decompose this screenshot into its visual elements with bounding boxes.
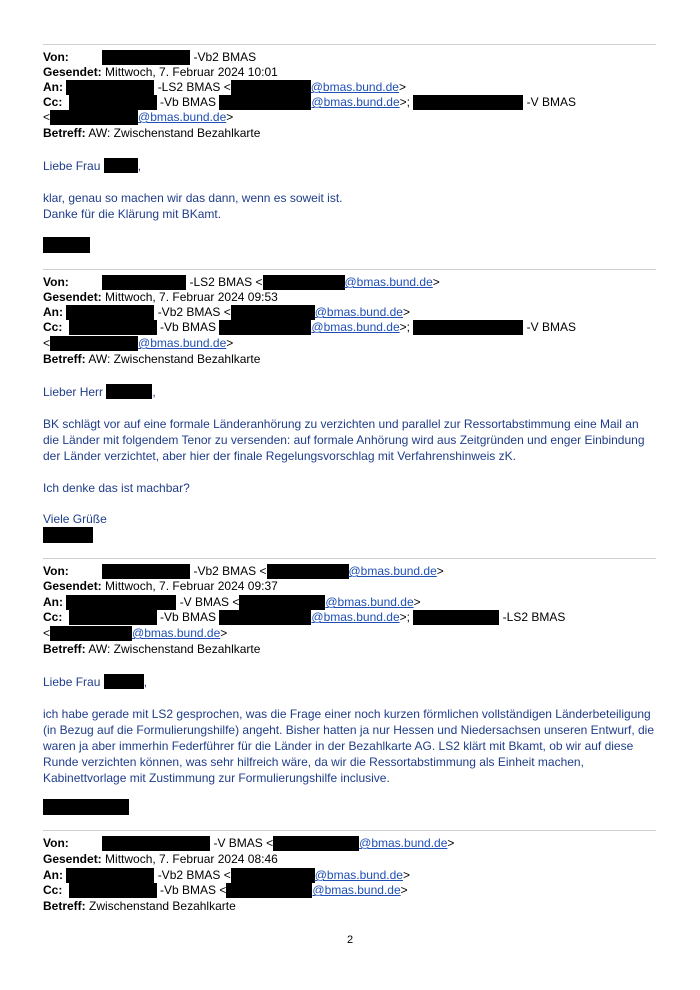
cc-continued-line: < @bmas.bund.de> — [43, 626, 228, 640]
sent-line — [43, 852, 278, 867]
redaction — [263, 275, 345, 290]
email-link[interactable]: @bmas.bund.de — [311, 320, 400, 334]
email-body — [43, 706, 656, 786]
separator — [43, 269, 656, 270]
body-paragraph: klar, genau so machen wir das dann, wenn es soweit ist. — [43, 191, 343, 205]
cc-line: Cc: -Vb BMAS @bmas.bund.de>; -V BMAS — [43, 320, 577, 334]
cc-continued-line: < @bmas.bund.de> — [43, 110, 234, 124]
sent-line — [43, 579, 278, 594]
redaction — [50, 110, 138, 125]
email-link[interactable]: @bmas.bund.de — [344, 275, 433, 289]
sent-label: Gesendet: — [43, 579, 102, 593]
redaction — [66, 305, 154, 320]
email-link[interactable]: @bmas.bund.de — [314, 868, 403, 882]
from-label: Von: — [43, 564, 69, 578]
sent-date: Mittwoch, 7. Februar 2024 09:37 — [105, 579, 278, 593]
sent-label: Gesendet: — [43, 852, 102, 866]
to-line: An: -Vb2 BMAS < @bmas.bund.de> — [43, 305, 410, 319]
greeting-text: Liebe Frau — [43, 675, 101, 689]
redaction — [66, 80, 154, 95]
greeting: Liebe Frau , — [43, 159, 142, 173]
to-line: An: -LS2 BMAS < @bmas.bund.de> — [43, 80, 406, 94]
redaction — [50, 626, 132, 641]
redaction — [102, 564, 190, 579]
greeting: Liebe Frau , — [43, 675, 148, 689]
sent-label: Gesendet: — [43, 290, 102, 304]
cc-label: Cc: — [43, 610, 63, 624]
cc-line: Cc: -Vb BMAS < @bmas.bund.de> — [43, 883, 408, 897]
cc-org: -V BMAS — [526, 95, 577, 109]
sent-date: Mittwoch, 7. Februar 2024 10:01 — [105, 65, 278, 79]
separator — [43, 44, 656, 45]
redaction — [413, 95, 523, 110]
redaction — [239, 595, 325, 610]
from-label: Von: — [43, 275, 69, 289]
to-org: -Vb2 BMAS < — [157, 305, 231, 319]
redaction — [413, 320, 523, 335]
subject-label: Betreff: — [43, 642, 86, 656]
redaction — [66, 868, 154, 883]
email-body — [43, 480, 656, 496]
page-number: 2 — [346, 934, 354, 946]
redaction — [104, 158, 138, 173]
redaction — [231, 305, 315, 320]
email-link[interactable]: @bmas.bund.de — [311, 95, 400, 109]
from-line: Von: -Vb2 BMAS < @bmas.bund.de> — [43, 564, 444, 578]
email-link[interactable]: @bmas.bund.de — [138, 110, 227, 124]
redaction — [104, 674, 144, 689]
body-paragraph: ich habe gerade mit LS2 gesprochen, was die Frage einer noch kurzen förmlichen vollständigen Länderbeteiligung (in Bezug auf die Formulierungshilfe) angeht. Bisher hatten ja nur Hessen und Niedersachsen unseren Entwurf, die waren ja aber immerhin Federführer für die Länder in der Bezahlkarte AG. LS2 klärt mit Bkamt, ob wir auf diese Runde verzichten können, was sehr hilfreich wäre, da wir die Ressortabstimmung als Einheit machen, Kabinettvorlage mit Zustimmung zur Formulierungshilfe inclusive. — [43, 707, 655, 785]
cc-label: Cc: — [43, 95, 63, 109]
from-label: Von: — [43, 836, 69, 850]
sent-label: Gesendet: — [43, 65, 102, 79]
cc-label: Cc: — [43, 320, 63, 334]
subject-line — [43, 899, 236, 914]
redaction — [231, 80, 311, 95]
redaction — [69, 610, 157, 625]
from-org: -LS2 BMAS < — [189, 275, 263, 289]
redaction — [102, 836, 210, 851]
to-label: An: — [43, 868, 63, 882]
subject-text: AW: Zwischenstand Bezahlkarte — [88, 126, 261, 140]
closing — [43, 511, 656, 527]
email-link[interactable]: @bmas.bund.de — [138, 336, 227, 350]
subject-text: Zwischenstand Bezahlkarte — [89, 899, 236, 913]
signature-redaction — [43, 237, 90, 253]
to-line: An: -V BMAS < @bmas.bund.de> — [43, 595, 421, 609]
redaction — [50, 336, 138, 351]
email-body — [43, 190, 656, 222]
to-org: -V BMAS < — [179, 595, 240, 609]
subject-text: AW: Zwischenstand Bezahlkarte — [88, 642, 261, 656]
body-paragraph: Danke für die Klärung mit BKamt. — [43, 207, 222, 221]
from-line: Von: -LS2 BMAS < @bmas.bund.de> — [43, 275, 440, 289]
cc-line: Cc: -Vb BMAS @bmas.bund.de>; -LS2 BMAS — [43, 610, 566, 624]
from-org: -V BMAS < — [213, 836, 274, 850]
from-line — [43, 50, 256, 65]
body-paragraph: Ich denke das ist machbar? — [43, 481, 190, 495]
email-link[interactable]: @bmas.bund.de — [314, 305, 403, 319]
to-label: An: — [43, 80, 63, 94]
email-link[interactable]: @bmas.bund.de — [132, 626, 221, 640]
email-link[interactable]: @bmas.bund.de — [325, 595, 414, 609]
sent-line — [43, 65, 278, 80]
email-link[interactable]: @bmas.bund.de — [312, 883, 401, 897]
separator — [43, 830, 656, 831]
signature-redaction — [43, 799, 129, 815]
to-org: -LS2 BMAS < — [157, 80, 231, 94]
from-line: Von: -V BMAS < @bmas.bund.de> — [43, 836, 455, 850]
redaction — [69, 883, 157, 898]
cc-continued-line: < @bmas.bund.de> — [43, 336, 234, 350]
cc-org: -Vb BMAS — [160, 320, 217, 334]
sent-date: Mittwoch, 7. Februar 2024 08:46 — [105, 852, 278, 866]
subject-line — [43, 126, 260, 141]
subject-line — [43, 352, 260, 367]
cc-label: Cc: — [43, 883, 63, 897]
signature-redaction — [43, 527, 93, 543]
to-org: -Vb2 BMAS < — [157, 868, 231, 882]
redaction — [219, 95, 311, 110]
from-org: -Vb2 BMAS < — [193, 564, 267, 578]
redaction — [226, 883, 312, 898]
subject-label: Betreff: — [43, 352, 86, 366]
email-link[interactable]: @bmas.bund.de — [310, 80, 399, 94]
redaction — [69, 320, 157, 335]
redaction — [219, 610, 311, 625]
subject-line — [43, 642, 260, 657]
redaction — [66, 595, 176, 610]
subject-text: AW: Zwischenstand Bezahlkarte — [88, 352, 261, 366]
redaction — [413, 610, 499, 625]
closing-text: Viele Grüße — [43, 512, 107, 526]
cc-org: -LS2 BMAS — [502, 610, 566, 624]
redaction — [102, 50, 190, 65]
to-label: An: — [43, 595, 63, 609]
from-org: -Vb2 BMAS — [193, 50, 257, 64]
redaction — [267, 564, 349, 579]
redaction — [102, 275, 186, 290]
email-link[interactable]: @bmas.bund.de — [359, 836, 448, 850]
from-label: Von: — [43, 50, 69, 64]
cc-org: -V BMAS — [526, 320, 577, 334]
redaction — [273, 836, 359, 851]
greeting-text: Liebe Frau — [43, 159, 101, 173]
subject-label: Betreff: — [43, 899, 86, 913]
greeting: Lieber Herr , — [43, 385, 156, 399]
body-paragraph: BK schlägt vor auf eine formale Länderanhörung zu verzichten und parallel zur Ressortabstimmung eine Mail an die Länder mit folgendem Tenor zu versenden: auf formale Anhörung wird aus Zeitgründen und enger Einbindung der Länder verzichtet, aber hier der finale Regelungsvorschlag mit Verfahrenshinweis zK. — [43, 417, 645, 463]
redaction — [219, 320, 311, 335]
greeting-text: Lieber Herr — [43, 385, 104, 399]
redaction — [231, 868, 315, 883]
email-link[interactable]: @bmas.bund.de — [348, 564, 437, 578]
to-line: An: -Vb2 BMAS < @bmas.bund.de> — [43, 868, 410, 882]
redaction — [69, 95, 157, 110]
email-link[interactable]: @bmas.bund.de — [311, 610, 400, 624]
to-label: An: — [43, 305, 63, 319]
cc-org: -Vb BMAS — [160, 95, 217, 109]
separator — [43, 558, 656, 559]
cc-org: -Vb BMAS — [160, 610, 217, 624]
email-body — [43, 416, 656, 464]
cc-org: -Vb BMAS < — [160, 883, 227, 897]
sent-line — [43, 290, 278, 305]
redaction — [106, 384, 152, 399]
cc-line: Cc: -Vb BMAS @bmas.bund.de>; -V BMAS — [43, 95, 577, 109]
sent-date: Mittwoch, 7. Februar 2024 09:53 — [105, 290, 278, 304]
subject-label: Betreff: — [43, 126, 86, 140]
